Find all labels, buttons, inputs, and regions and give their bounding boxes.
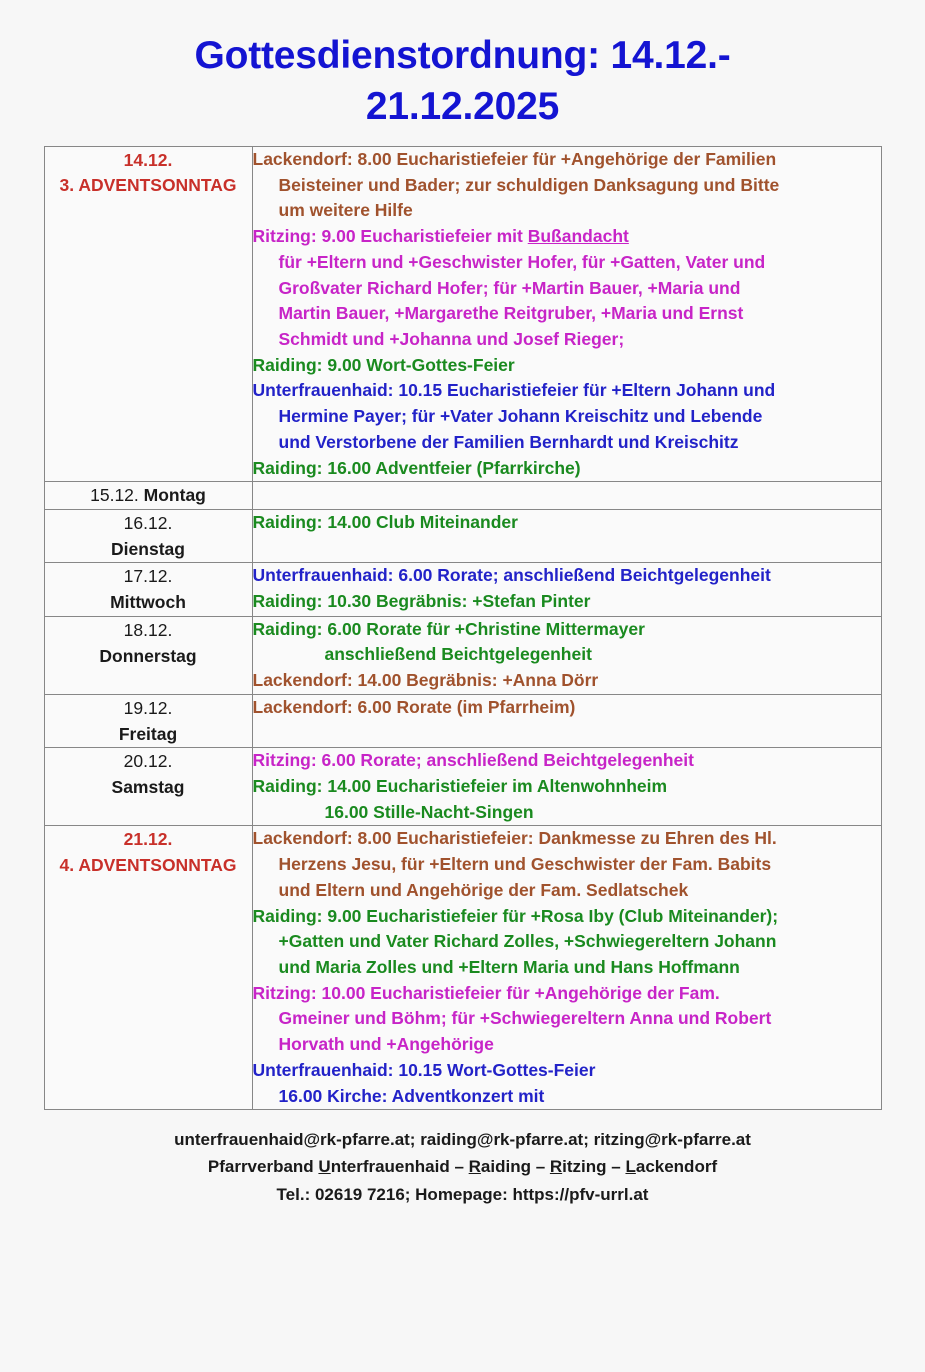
events-cell xyxy=(252,146,881,481)
parish-name-rest: itzing xyxy=(562,1157,607,1177)
day-date: 16.12. xyxy=(123,512,173,533)
day-cell xyxy=(44,146,252,481)
table-row xyxy=(44,826,881,1110)
day-weekday: Mittwoch xyxy=(110,592,186,613)
event-line: und Eltern und Angehörige der Fam. Sedlatschek xyxy=(278,879,689,900)
parish-name-rest: ackendorf xyxy=(635,1157,718,1177)
event-line: Beisteiner und Bader; zur schuldigen Danksagung und Bitte xyxy=(278,174,780,195)
event-line: Martin Bauer, +Margarethe Reitgruber, +Maria und Ernst xyxy=(278,303,744,324)
day-weekday: Donnerstag xyxy=(99,645,197,666)
table-row xyxy=(44,694,881,748)
parish-name-rest: aiding xyxy=(480,1157,531,1177)
page-title xyxy=(0,0,925,133)
day-weekday: Dienstag xyxy=(111,538,185,559)
sunday-label: 4. ADVENTSONNTAG xyxy=(59,854,237,875)
table-row xyxy=(44,146,881,481)
day-cell xyxy=(44,509,252,563)
schedule-table-body xyxy=(44,146,881,1109)
table-row xyxy=(44,509,881,563)
day-weekday: Samstag xyxy=(111,777,185,798)
day-date: 21.12. xyxy=(123,829,173,850)
table-row xyxy=(44,563,881,617)
event-line: Gmeiner und Böhm; für +Schwiegereltern Anna und Robert xyxy=(278,1008,772,1029)
day-cell xyxy=(44,563,252,617)
footer-parish-association: Pfarrverband Unterfrauenhaid – Raiding – Ritzing – Lackendorf xyxy=(207,1157,718,1177)
footer-emails: unterfrauenhaid@rk-pfarre.at; raiding@rk-pfarre.at; ritzing@rk-pfarre.at xyxy=(174,1130,751,1150)
table-row xyxy=(44,482,881,509)
event-line: um weitere Hilfe xyxy=(278,200,413,221)
footer xyxy=(33,1126,893,1208)
page-title-line-1: Gottesdienstordnung: 14.12.- xyxy=(194,34,731,77)
day-date: 15.12. Montag xyxy=(90,485,206,506)
event-line: Unterfrauenhaid: 10.15 Eucharistiefeier für +Eltern Johann und xyxy=(252,380,776,401)
event-line: Raiding: 14.00 Club Miteinander xyxy=(252,511,518,532)
day-cell xyxy=(44,616,252,694)
table-row xyxy=(44,748,881,826)
parish-name-rest: nterfrauenhaid xyxy=(330,1157,450,1177)
parish-initial: R xyxy=(468,1157,481,1177)
parish-initial: L xyxy=(625,1157,636,1177)
day-cell xyxy=(44,694,252,748)
event-line: 16.00 Stille-Nacht-Singen xyxy=(324,801,534,822)
event-line: 16.00 Kirche: Adventkonzert mit xyxy=(278,1085,545,1106)
event-line: Ritzing: 9.00 Eucharistiefeier mit Bußandacht xyxy=(252,226,629,247)
event-line: anschließend Beichtgelegenheit xyxy=(324,644,592,665)
event-line: Raiding: 9.00 Wort-Gottes-Feier xyxy=(252,354,515,375)
events-cell xyxy=(252,826,881,1110)
event-line: Lackendorf: 14.00 Begräbnis: +Anna Dörr xyxy=(252,669,599,690)
day-date: 20.12. xyxy=(123,751,173,772)
events-cell xyxy=(252,509,881,563)
event-line: Herzens Jesu, für +Eltern und Geschwister der Fam. Babits xyxy=(278,854,772,875)
event-line: Raiding: 14.00 Eucharistiefeier im Altenwohnheim xyxy=(252,775,668,796)
event-line: Großvater Richard Hofer; für +Martin Bauer, +Maria und xyxy=(278,277,741,298)
table-row xyxy=(44,616,881,694)
event-line: Raiding: 10.30 Begräbnis: +Stefan Pinter xyxy=(252,590,591,611)
event-line: Unterfrauenhaid: 10.15 Wort-Gottes-Feier xyxy=(252,1059,596,1080)
underlined-term: Bußandacht xyxy=(527,226,629,247)
sunday-label: 3. ADVENTSONNTAG xyxy=(59,175,237,196)
day-weekday: Montag xyxy=(143,485,206,506)
day-date: 18.12. xyxy=(123,619,173,640)
event-line: Lackendorf: 8.00 Eucharistiefeier für +Angehörige der Familien xyxy=(252,148,777,169)
service-schedule-table xyxy=(44,146,882,1110)
event-line: Raiding: 6.00 Rorate für +Christine Mittermayer xyxy=(252,618,645,639)
event-line: Lackendorf: 6.00 Rorate (im Pfarrheim) xyxy=(252,696,576,717)
event-line: und Maria Zolles und +Eltern Maria und Hans Hoffmann xyxy=(278,956,740,977)
event-line: Ritzing: 6.00 Rorate; anschließend Beichtgelegenheit xyxy=(252,750,694,771)
day-date: 17.12. xyxy=(123,566,173,587)
event-line: Lackendorf: 8.00 Eucharistiefeier: Dankmesse zu Ehren des Hl. xyxy=(252,828,777,849)
event-line: Ritzing: 10.00 Eucharistiefeier für +Angehörige der Fam. xyxy=(252,982,720,1003)
day-cell xyxy=(44,482,252,509)
page-title-line-2: 21.12.2025 xyxy=(365,85,560,129)
events-cell xyxy=(252,694,881,748)
event-line: +Gatten und Vater Richard Zolles, +Schwiegereltern Johann xyxy=(278,931,777,952)
event-line: für +Eltern und +Geschwister Hofer, für +Gatten, Vater und xyxy=(278,251,766,272)
event-line: und Verstorbene der Familien Bernhardt und Kreischitz xyxy=(278,431,739,452)
day-date: 14.12. xyxy=(123,149,173,170)
events-cell xyxy=(252,748,881,826)
day-date: 19.12. xyxy=(123,697,173,718)
events-cell xyxy=(252,482,881,509)
footer-contact: Tel.: 02619 7216; Homepage: https://pfv-urrl.at xyxy=(276,1184,649,1204)
day-cell xyxy=(44,826,252,1110)
parish-initial: U xyxy=(318,1157,331,1177)
empty-events xyxy=(253,482,881,504)
event-line: Horvath und +Angehörige xyxy=(278,1034,494,1055)
event-line: Unterfrauenhaid: 6.00 Rorate; anschließend Beichtgelegenheit xyxy=(252,565,771,586)
event-line: Raiding: 9.00 Eucharistiefeier für +Rosa Iby (Club Miteinander); xyxy=(252,905,779,926)
events-cell xyxy=(252,563,881,617)
parish-initial: R xyxy=(549,1157,563,1177)
day-cell xyxy=(44,748,252,826)
day-weekday: Freitag xyxy=(118,723,178,744)
event-line: Hermine Payer; für +Vater Johann Kreischitz und Lebende xyxy=(278,406,763,427)
event-line: Schmidt und +Johanna und Josef Rieger; xyxy=(278,328,625,349)
event-line: Raiding: 16.00 Adventfeier (Pfarrkirche) xyxy=(252,457,581,478)
events-cell xyxy=(252,616,881,694)
